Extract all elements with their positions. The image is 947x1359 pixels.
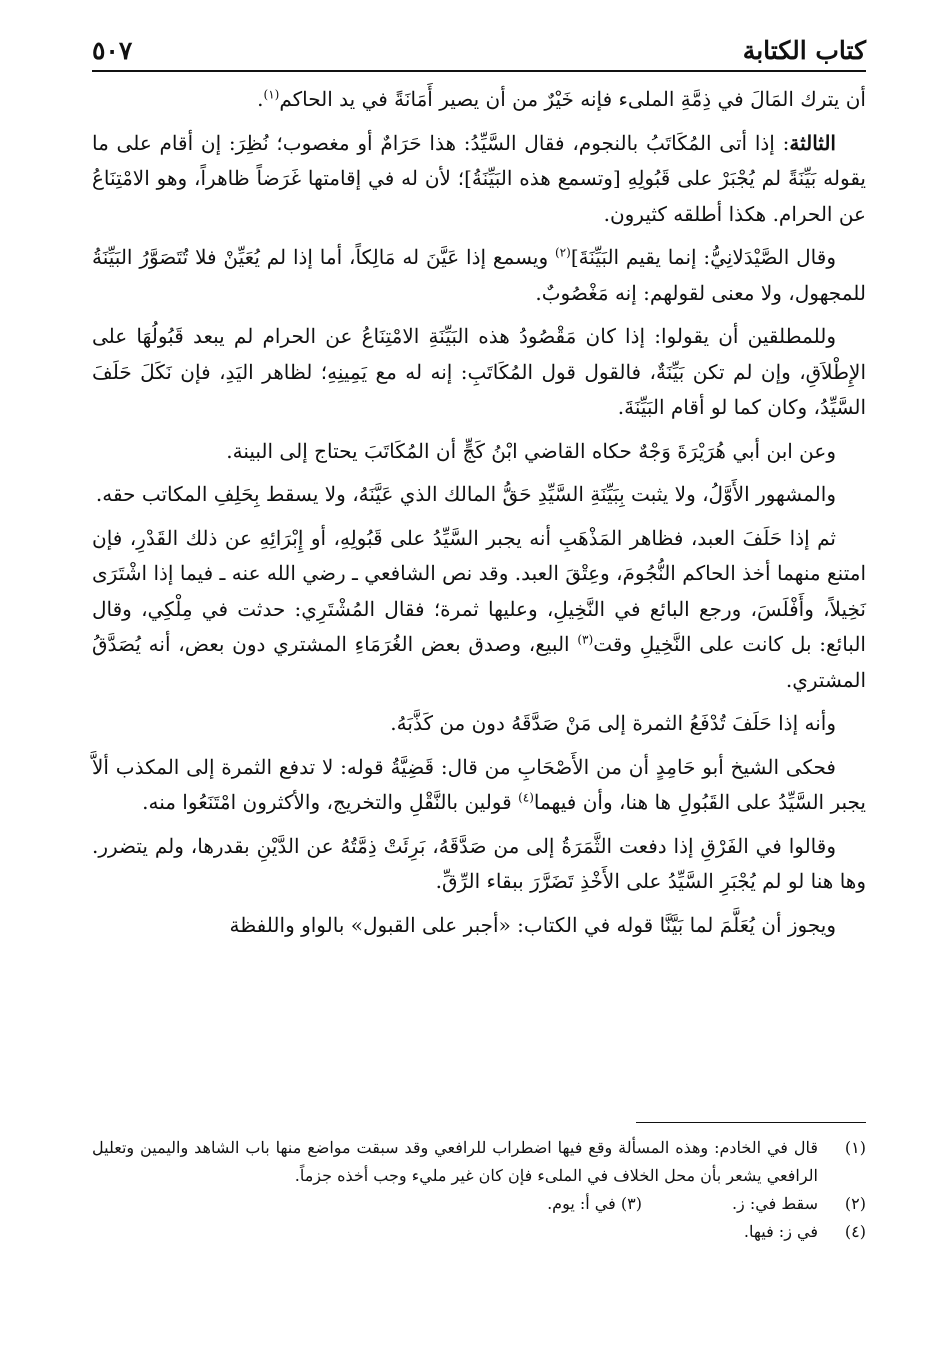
footnote-separator [636, 1122, 866, 1123]
paragraph: وعن ابن أبي هُرَيْرَةَ وَجْهٌ حكاه القاضي ابْنُ كَجٍّ أن المُكَاتَبَ يحتاج إلى البينة. [226, 438, 836, 463]
paragraph: ثم إذا حَلَفَ العبد، فظاهر المَذْهَبِ أنه يجبر السَّيِّدُ على قَبُولِهِ، أو إِبْرَائِهِ عن ذلك القَدْرِ، فإن امتنع منهما أخذ الحاكم النُّجُومَ، وعِتْقَ العبد. وقد نص الشافعي ـ رضي الله عنه ـ فيما إذا اشْتَرَى نَخِيلاً، وأَفْلَسَ، ورجع البائع في النَّخِيلِ، وعليها ثمرة؛ فقال المُشْتَرِي: حدثت في مِلْكِي، وقال البائع: بل كانت على النَّخِيلِ وقت$^{(٣)}$ البيع، وصدق بعض الغُرَمَاءِ المشتري دون بعض، أنه يُصَدَّقُ المشتري. [92, 525, 866, 692]
footnote [92, 1190, 866, 1218]
footnote-text: سقط في: ز. [731, 1194, 818, 1213]
page-number: ٥٠٧ [92, 36, 133, 65]
footnote-ref: (٤) [518, 790, 534, 805]
footnote-number: (٤) [844, 1222, 866, 1241]
footnote [92, 1218, 866, 1246]
footnotes [92, 1134, 866, 1246]
footnote-text: قال في الخادم: وهذه المسألة وقع فيها اضطراب للرافعي وقد سبقت مواضع منها باب الشاهد واليمين وتعليل الرافعي يشعر بأن محل الخلاف في الملىء فإن كان غير مليء وجب أخذه جزماً. [92, 1138, 818, 1185]
book-title: كتاب الكتابة [742, 36, 866, 65]
paragraph: وقال الصَّيْدَلانِيُّ: إنما يقيم البَيِّنَةَ]$^{(٢)}$ ويسمع إذا عَيَّنَ له مَالِكاً، أما إذا لم يُعَيِّنْ فلا تُتَصَوَّرُ البَيِّنَةُ للمجهول، ولا معنى لقولهم: إنه مَغْصُوبٌ. [92, 245, 866, 305]
footnote [92, 1134, 866, 1190]
body-text [92, 82, 866, 951]
page-header [92, 30, 866, 70]
paragraph: أن يترك المَالَ في ذِمَّةِ الملىء فإنه خَيْرٌ من أن يصير أَمَانَةً في يد الحاكم$^{(١)}$. [257, 87, 866, 111]
paragraph: وأنه إذا حَلَفَ تُدْفَعُ الثمرة إلى مَنْ صَدَّقَهُ دون من كَذَّبَهُ. [390, 711, 836, 735]
footnote-ref: (٣) [577, 632, 594, 647]
footnote-number: (١) [844, 1138, 866, 1157]
paragraph: ويجوز أن يُعَلَّمَ لما بَيَّنَّا قوله في الكتاب: «أجبر على القبول» بالواو واللفظة [229, 912, 836, 937]
footnote-text: (٣) في أ: يوم. [547, 1194, 642, 1213]
paragraph: والمشهور الأَوَّلُ، ولا يثبت بِبَيِّنَةِ السَّيِّدِ حَقُّ المالك الذي عَيَّنَهُ، ولا يسقط بِحَلِفِ المكاتب حقه. [95, 482, 836, 506]
footnote-text: في ز: فيها. [743, 1222, 818, 1241]
header-rule [92, 70, 866, 72]
footnote-ref: (٢) [554, 245, 571, 260]
paragraph: وللمطلقين أن يقولوا: إذا كان مَقْصُودُ هذه البَيِّنَةِ الامْتِنَاعُ عن الحرام لم يبعد قَبُولُهَا على الإِطْلاَقِ، وإن لم تكن بَيِّنَةٌ، فالقول قول المُكَاتَبِ: إنه له مع يَمِينِهِ؛ لظاهر اليَدِ، فإن نَكَلَ حَلَفَ السَّيِّدُ، وكان كما لو أقام البَيِّنَةَ. [92, 324, 866, 419]
paragraph: وقالوا في الفَرْقِ إذا دفعت الثَّمَرَةُ إلى من صَدَّقَهُ، بَرِئَتْ ذِمَّتُهُ عن الدَّيْنِ بقدرها، ولم يتضرر. وها هنا لو لم يُجْبَرِ السَّيِّدُ على الأَخْذِ تَضَرَّرَ ببقاء الرِّقِّ. [92, 833, 866, 893]
section-lead: الثالثة [789, 130, 836, 155]
paragraph: الثالثة: إذا أتى المُكَاتَبُ بالنجوم، فقال السَّيِّدُ: هذا حَرَامٌ أو مغصوب؛ نُظِرَ: إن أقام على ما يقوله بَيِّنَةً لم يُجْبَرْ على قَبُولِهِ [وتسمع هذه البَيِّنَةُ]؛ لأن له في إقامتها غَرَضاً ظاهراً، وهو الامْتِنَاعُ عن الحرام. هكذا أطلقه كثيرون. [92, 130, 866, 226]
footnote-number: (٢) [844, 1194, 866, 1213]
footnote-ref: (١) [263, 87, 280, 102]
paragraph: فحكى الشيخ أبو حَامِدٍ أن من الأَصْحَابِ من قال: قَضِيَّةُ قوله: لا تدفع الثمرة إلى المكذب ألاَّ يجبر السَّيِّدُ على القَبُولِ ها هنا، وأن فيهما$^{(٤)}$ قولين بالنَّقْلِ والتخريج، والأكثرون امْتَنَعُوا منه. [92, 754, 866, 814]
